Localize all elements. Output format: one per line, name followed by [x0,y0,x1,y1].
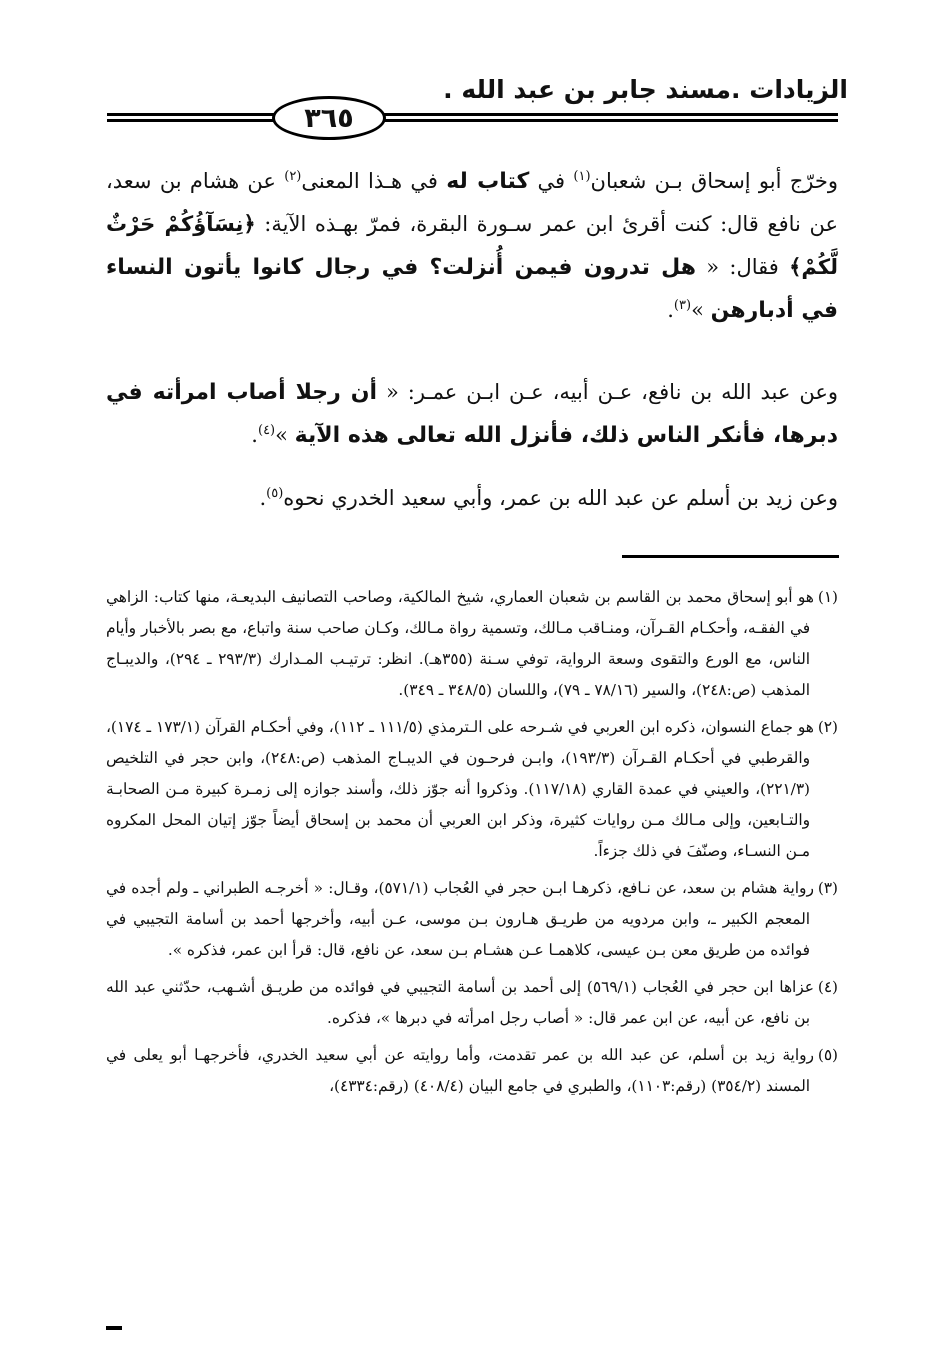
p1-text-e: فقال: « [696,255,790,279]
footnote-text: رواية زيد بن أسلم، عن عبد الله بن عمر تقدمت، وأما روايته عن أبي سعيد الخدري، فأخرجهـا أبو يعلى في المسند (٣٥٤/٢) (رقم:١١٠٣)، والطبري في جامع البيان (٤٠٨/٤) (رقم:٤٣٣٤)، [106,1046,814,1095]
footnote-ref-2: (٢) [284,169,302,184]
footnote-label: (٣) [817,879,838,897]
footnote-label: (٢) [817,718,838,736]
p3-text-b: . [259,486,267,510]
paragraph-3 [106,477,838,520]
p3-text-a: وعن زيد بن أسلم عن عبد الله بن عمر، وأبي سعيد الخدري نحوه [283,486,838,510]
footnote-label: (٥) [817,1046,838,1064]
footnote-separator [622,555,839,558]
header-rule-bottom [107,119,838,122]
footnote-1 [106,582,838,706]
footnote-5 [106,1040,838,1102]
footnote-ref-1: (١) [573,169,591,184]
footnote-label: (١) [817,588,838,606]
p1-text-g: . [667,298,674,322]
continuation-mark [106,1326,122,1330]
footnote-3 [106,873,838,966]
footnote-label: (٤) [817,978,839,996]
p2-text-b: » [275,423,295,447]
p2-text-c: . [251,423,258,447]
footnote-2 [106,712,838,867]
footnote-ref-3: (٣) [673,298,692,313]
footnote-ref-4: (٤) [257,423,276,438]
header-rule-top [107,113,838,116]
page-number: ٣٦٥ [272,96,386,140]
footnotes [106,582,838,1108]
p1-text-a: وخرّج أبو إسحاق بـن شعبان [590,169,839,193]
paragraph-1 [106,160,838,332]
p1-quote: هل تدرون فيمن أُنزلت؟ في رجال كانوا يأتون النساء في أدبارهن [106,255,838,323]
p1-text-c: في هـذا المعنى [301,169,447,193]
footnote-text: هو جماع النسوان، ذكره ابن العربي في شـرحه على الـترمذي (١١١/٥ ـ ١١٢)، وفي أحكـام القرآن (١٧٣/١ ـ ١٧٤)، والقرطبي في أحكـام القـرآن (١٩٣/٣)، وابـن فرحـون في الديبـاج المذهب (ص:٢٤٨)، وابن حجر في التلخيص (٢٢١/٣)، والعيني في عمدة القاري (١١٧/١٨). وذكروا أنه جوّز ذلك، وأسند جوازه إلى زمـرة كبيرة مـن الصحابـة والتـابعين، وإلى مـالك مـن روايات كثيرة، وذكر ابن العربي أن محمد بن إسحاق أيضاً جوّز إتيان المحل المكروه مـن النسـاء، وصنّفَ في ذلك جزءاً. [106,718,814,860]
p1-text-f: » [691,298,711,322]
footnote-text: هو أبو إسحاق محمد بن القاسم بن شعبان العماري، شيخ المالكية، وصاحب التصانيف البديعـة، منها كتاب: الزاهي في الفقـه، وأحكـام القـرآن، ومنـاقب مـالك، وتسمية رواة مـالك، وكـان صاحب سنة واتباع، مع بصر بالأخبار وأيام الناس، مع الورع والتقوى وسعة الرواية، توفي سـنة (٣٥٥هـ). انظر: ترتيـب المـدارك (٢٩٣/٣ ـ ٢٩٤)، والديبـاج المذهب (ص:٢٤٨)، والسير (٧٨/١٦ ـ ٧٩)، واللسان (٣٤٨/٥ ـ ٣٤٩). [106,588,814,699]
running-header: الزيادات .مسند جابر بن عبد الله . [443,75,848,104]
footnote-ref-5: (٥) [266,486,284,501]
footnote-text: عزاها ابن حجر في العُجاب (٥٦٩/١) إلى أحمد بن أسامة التجيبي في فوائده من طريـق أشـهب، حدّثني عبد الله بن نافع، عن أبيه، عن ابن عمر قال: « أصاب رجل امرأته في دبرها »، فذكره. [106,978,814,1027]
paragraph-2 [106,371,838,457]
quran-verse: ﴿نِسَآؤُكُمْ حَرْثٌ لَّكُمْ﴾ [106,212,838,279]
p2-text-a: وعن عبد الله بن نافع، عـن أبيه، عـن ابـن عمـر: « [377,380,838,404]
footnote-4 [106,972,838,1034]
p1-text-d: عن هشام بن سعد، عن نافع قال: كنت أقرئ ابن عمر سـورة البقرة، فمرّ بهـذه الآية: [106,169,838,236]
footnote-text: رواية هشام بن سعد، عن نـافع، ذكرهـا ابـن حجر في العُجاب (٥٧١/١)، وقـال: « أخرجـه الطبراني ـ ولم أجده في المعجم الكبير ـ، وابن مردويه من طريـق هـارون بـن موسى، عـن أبيه، وأخرجها أحمد بن أسامة التجيبي في فوائده من طريق معن بـن عيسى، كلاهمـا عـن هشـام بـن سعد، عن نافع، قال: قرأ ابن عمر، فذكره ». [106,879,814,959]
p1-text-b: في [529,169,574,193]
p2-quote: أن رجلا أصاب امرأته في دبرها، فأنكر الناس ذلك، فأنزل الله تعالى هذه الآية [106,380,838,448]
p1-bold-book: كتاب له [446,169,530,194]
